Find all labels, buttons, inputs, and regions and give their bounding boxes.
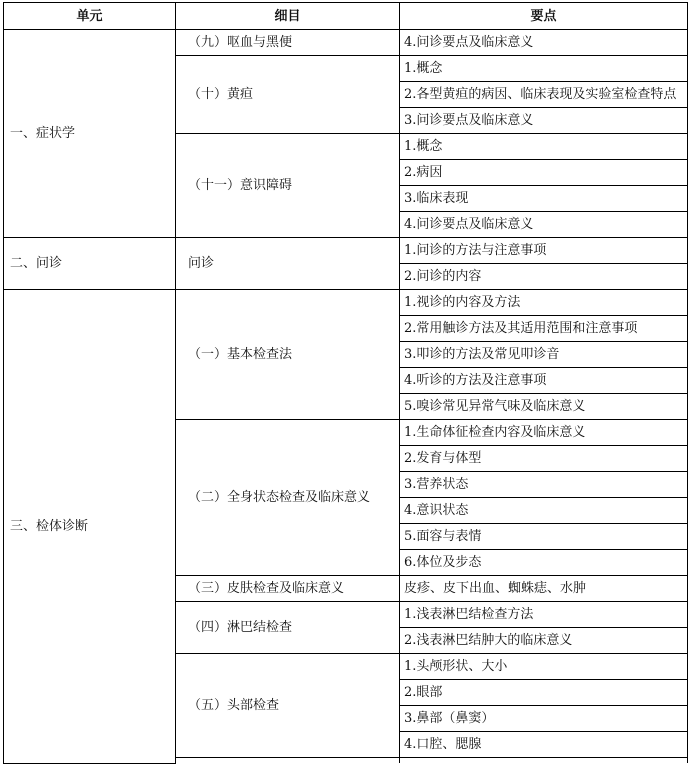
point-cell: 1.概念 bbox=[400, 56, 688, 82]
detail-cell: （九）呕血与黑便 bbox=[176, 30, 400, 56]
point-cell: 2.眼部 bbox=[400, 680, 688, 706]
header-detail: 细目 bbox=[176, 3, 400, 30]
point-cell: 2.病因 bbox=[400, 160, 688, 186]
continued-detail-cell bbox=[176, 758, 400, 764]
unit-cell: 二、问诊 bbox=[4, 238, 176, 290]
point-cell: 2.问诊的内容 bbox=[400, 264, 688, 290]
detail-cell: （四）淋巴结检查 bbox=[176, 602, 400, 654]
table-row bbox=[4, 238, 688, 264]
table-body bbox=[4, 30, 688, 764]
detail-cell: （五）头部检查 bbox=[176, 654, 400, 758]
unit-cell: 一、症状学 bbox=[4, 30, 176, 238]
detail-cell: （十一）意识障碍 bbox=[176, 134, 400, 238]
detail-cell: （三）皮肤检查及临床意义 bbox=[176, 576, 400, 602]
point-cell: 1.浅表淋巴结检查方法 bbox=[400, 602, 688, 628]
header-unit: 单元 bbox=[4, 3, 176, 30]
table-row bbox=[4, 30, 688, 56]
point-cell: 6.体位及步态 bbox=[400, 550, 688, 576]
table-row bbox=[4, 290, 688, 316]
point-cell: 3.叩诊的方法及常见叩诊音 bbox=[400, 342, 688, 368]
point-cell: 5.面容与表情 bbox=[400, 524, 688, 550]
point-cell: 4.问诊要点及临床意义 bbox=[400, 212, 688, 238]
detail-cell: 问诊 bbox=[176, 238, 400, 290]
point-cell: 1.头颅形状、大小 bbox=[400, 654, 688, 680]
point-cell: 3.营养状态 bbox=[400, 472, 688, 498]
header-points: 要点 bbox=[400, 3, 688, 30]
point-cell: 4.听诊的方法及注意事项 bbox=[400, 368, 688, 394]
continued-point-cell bbox=[400, 758, 688, 764]
point-cell: 3.问诊要点及临床意义 bbox=[400, 108, 688, 134]
point-cell: 2.常用触诊方法及其适用范围和注意事项 bbox=[400, 316, 688, 342]
point-cell: 2.浅表淋巴结肿大的临床意义 bbox=[400, 628, 688, 654]
detail-cell: （十）黄疸 bbox=[176, 56, 400, 134]
point-cell: 1.概念 bbox=[400, 134, 688, 160]
point-cell: 皮疹、皮下出血、蜘蛛痣、水肿 bbox=[400, 576, 688, 602]
point-cell: 2.各型黄疸的病因、临床表现及实验室检查特点 bbox=[400, 82, 688, 108]
detail-cell: （二）全身状态检查及临床意义 bbox=[176, 420, 400, 576]
point-cell: 4.问诊要点及临床意义 bbox=[400, 30, 688, 56]
point-cell: 3.临床表现 bbox=[400, 186, 688, 212]
point-cell: 5.嗅诊常见异常气味及临床意义 bbox=[400, 394, 688, 420]
point-cell: 1.生命体征检查内容及临床意义 bbox=[400, 420, 688, 446]
detail-cell: （一）基本检查法 bbox=[176, 290, 400, 420]
point-cell: 3.鼻部（鼻窦） bbox=[400, 706, 688, 732]
point-cell: 1.视诊的内容及方法 bbox=[400, 290, 688, 316]
point-cell: 4.口腔、腮腺 bbox=[400, 732, 688, 758]
syllabus-table bbox=[3, 2, 688, 764]
point-cell: 4.意识状态 bbox=[400, 498, 688, 524]
point-cell: 1.问诊的方法与注意事项 bbox=[400, 238, 688, 264]
header-row bbox=[4, 3, 688, 30]
unit-cell: 三、检体诊断 bbox=[4, 290, 176, 764]
point-cell: 2.发育与体型 bbox=[400, 446, 688, 472]
